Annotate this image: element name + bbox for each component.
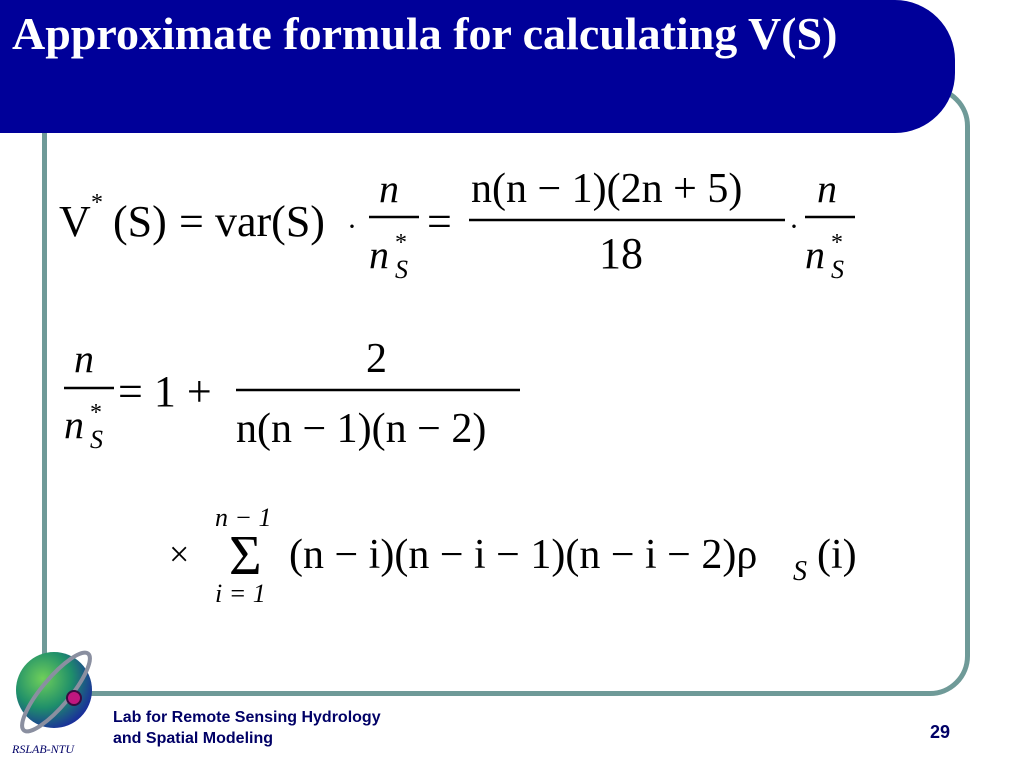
- eq3-rho-sub: S: [793, 556, 807, 587]
- eq1-frac2-den: n: [805, 232, 825, 277]
- eq1-dot-2: ·: [789, 210, 799, 243]
- eq1-var: var(S): [215, 197, 325, 246]
- eq3-sum-upper: n − 1: [215, 503, 272, 532]
- eq3-sum: Σ: [229, 525, 262, 587]
- eq2-frac-num: 2: [366, 336, 387, 382]
- footer-lab-name: [113, 707, 381, 749]
- eq2-rhs-one: = 1 +: [118, 367, 212, 416]
- logo-label: RSLAB-NTU: [12, 742, 75, 756]
- eq2-frac-den: n(n − 1)(n − 2): [236, 406, 487, 452]
- satellite-dot-icon: [67, 691, 81, 705]
- eq2-den-star: *: [90, 400, 102, 426]
- eq1-frac-num: n: [379, 166, 399, 211]
- eq1-eq-sign-2: =: [427, 197, 452, 246]
- rslab-logo: [8, 640, 104, 736]
- equation-1: [55, 160, 875, 300]
- equation-2: [60, 332, 540, 462]
- eq1-frac2-den-sub: S: [831, 255, 844, 284]
- eq3-sum-lower: i = 1: [215, 579, 266, 608]
- eq1-big-num: n(n − 1)(2n + 5): [471, 166, 743, 212]
- eq1-dot: ·: [347, 210, 357, 243]
- eq1-frac2-den-star: *: [831, 230, 843, 256]
- eq1-big-den: 18: [599, 229, 643, 278]
- eq3-times: ×: [169, 534, 190, 574]
- footer-line-1: Lab for Remote Sensing Hydrology: [113, 709, 381, 726]
- eq1-lhs-arg: (S): [113, 197, 167, 246]
- eq1-lhs-star: *: [91, 190, 103, 216]
- eq1-frac-den-star: *: [395, 230, 407, 256]
- title-bar: [0, 0, 955, 133]
- eq2-den: n: [64, 402, 84, 447]
- footer-line-2: and Spatial Modeling: [113, 730, 274, 747]
- equation-3: [165, 490, 895, 610]
- eq1-eq-sign: =: [179, 197, 204, 246]
- eq1-lhs-v: V: [59, 197, 91, 246]
- eq2-num: n: [74, 336, 94, 381]
- eq3-rho-arg: (i): [817, 532, 857, 578]
- eq1-frac-den-sub: S: [395, 255, 408, 284]
- eq2-den-sub: S: [90, 425, 103, 454]
- slide-title: Approximate formula for calculating V(S): [12, 8, 838, 59]
- eq1-frac-den: n: [369, 232, 389, 277]
- eq3-term: (n − i)(n − i − 1)(n − i − 2)ρ: [289, 532, 758, 578]
- page-number: 29: [930, 722, 951, 742]
- eq1-frac2-num: n: [817, 166, 837, 211]
